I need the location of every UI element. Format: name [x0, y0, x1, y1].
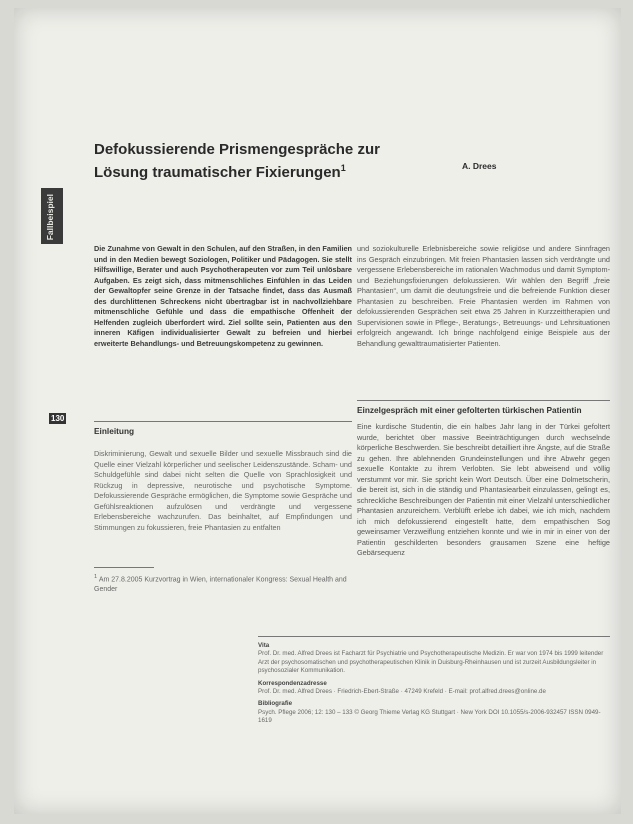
contact-label: Korrespondenzadresse: [258, 679, 327, 687]
bibliography-text: Psych. Pflege 2006; 12: 130 – 133 © Georg Thieme Verlag KG Stuttgart · New York DOI 10.1055/s-2006-932457 ISSN 0949-1619: [258, 708, 601, 725]
vita-label: Vita: [258, 642, 270, 649]
page-number: 130: [51, 414, 65, 423]
footnote: [94, 572, 352, 595]
author-name: A. Drees: [462, 161, 497, 171]
bibliography-label: Bibliografie: [258, 700, 293, 708]
footnote-number: 1: [94, 574, 98, 580]
vita-text: Prof. Dr. med. Alfred Drees ist Facharzt für Psychiatrie und Psychotherapeutische Medizin. Er war von 1974 bis 1999 leitender Arzt der psychosomatischen und psychotherapeutischen Klinik in Duisburg-Rheinhausen und ist zurzeit Ausbildungsleiter in psychosozialer Kommunikation.: [258, 650, 604, 675]
section-heading-einzelgespraech: Einzelgespräch mit einer gefolterten türkischen Patientin: [357, 405, 582, 415]
article-title-text: Defokussierende Prismengespräche zur Lösung traumatischer Fixierungen: [94, 141, 380, 181]
footnote-text: Am 27.8.2005 Kurzvortrag in Wien, internationaler Kongress: Sexual Health and Gender: [94, 576, 347, 594]
article-title: [94, 140, 424, 182]
section-divider-right: [357, 400, 610, 401]
contact-text: Prof. Dr. med. Alfred Drees · Friedrich-Ebert-Straße · 47249 Krefeld · E-mail: prof.alfred.drees@online.de: [258, 688, 546, 696]
right-column-body-text: Eine kurdische Studentin, die ein halbes Jahr lang in der Türkei gefoltert wurde, berichtet über massive Beeinträchtigungen durch wechselnde körperliche Beschwerden. Sie beschreibt detailliert ihre Ängste, auf die Straße zu gehen. Ihre ablehnenden Grundeinstellungen und ihre Abwehr gegen sexuelle Kontakte zu ihrem Verlobten. Sie lebt abweisend und völlig verstummt vor mir. Sie spricht kein Wort Deutsch. Über eine Dolmetscherin, die bereit ist, sich in die ständig und Phantasiearbeit einzulassen, gelingt es, schreckliche Beschreibungen der Patientin mit einer Vielzahl unterschiedlicher Phantasien anzureichern. Verblüfft erlebe ich dabei, wie ich mich, nachdem ich mich defokussierend eingestellt hatte, dem empathischen Sog geweinsamer Verzweiflung entziehen konnte und wie in mir in einer von der Patientin geschilderten besonders grausamen Szene eine heftige Gebärsequenz: [357, 422, 610, 557]
info-box-divider: [258, 636, 610, 637]
footnote-marker: 1: [340, 163, 346, 173]
section-tab-label: Fallbeispiel: [45, 194, 55, 241]
right-column-top-text: und soziokulturelle Erlebnisbereiche sowie religiöse und andere Sinnfragen ins Gespräch einzubringen. Mit freien Phantasien lassen sich verdrängte und vergessene Erlebensbereiche im rationalen Wachmodus und damit Symptom- und Beziehungsfixierungen defokussieren. Wir wählen den Begriff „freie Phantasien“, um damit die deutungsfreie und die befreiende Funktion dieser Phantasien zu beschreiben. Freie Phantasien werden im Rahmen von defokussierenden Gesprächen seit etwa 25 Jahren in Kurzzeittherapien und Supervisionen sowie in Pflege-, Beratungs-, Betreuungs- und Lehrsituationen erfolgreich angewandt. Ich bringe nachfolgend einige Beispiele aus der Behandlung gewalttraumatisierter Patienten.: [357, 244, 610, 348]
section-divider-left: [94, 421, 352, 422]
left-column-body-text: Diskriminierung, Gewalt und sexuelle Bilder und sexuelle Missbrauch sind die Quelle einer Vielzahl körperlicher und seelischer Leidenszustände. Scham- und Schuldgefühle sind dabei nicht selten die Quelle von Sprachlosigkeit und Rückzug in depressive, neurotische und psychotische Symptome. Defokussierende Gespräche ermöglichen, die Symptome sowie Gespräche und Gefühlsreaktionen aufzulösen und verdrängte und vergessene Erlebensbereiche wachzurufen. Das beinhaltet, auf Empfindungen und Stimmungen zu fokussieren, freie Phantasien zu entfalten: [94, 449, 352, 532]
abstract-text: Die Zunahme von Gewalt in den Schulen, auf den Straßen, in den Familien und in den Medien bewegt Soziologen, Politiker und Pädagogen. Sie stellt Hilfswillige, Berater und auch Psychotherapeuten vor zum Teil unlösbare Aufgaben. Es zeigt sich, dass mitmenschliches Einfühlen in das Leiden der Gewaltopfer seine Grenze in der Tatsache findet, dass das Ausmaß des durchlittenen Schreckens nicht übertragbar ist in nachvollziehbare mitmenschliche Gefühle und dass die empathische Offenheit der Helfenden zugleich überfordert wird. Ziel sollte sein, Patienten aus den inneren Käfigen individualisierter Gewalt zu befreien und hierbei erweiterte Behandlungs- und Betreuungskompetenz zu gewinnen.: [94, 244, 352, 348]
footnote-divider: [94, 567, 154, 568]
document-page: [14, 8, 621, 814]
section-heading-einleitung: Einleitung: [94, 426, 135, 436]
info-box: [258, 642, 610, 730]
section-tab: [41, 188, 63, 244]
